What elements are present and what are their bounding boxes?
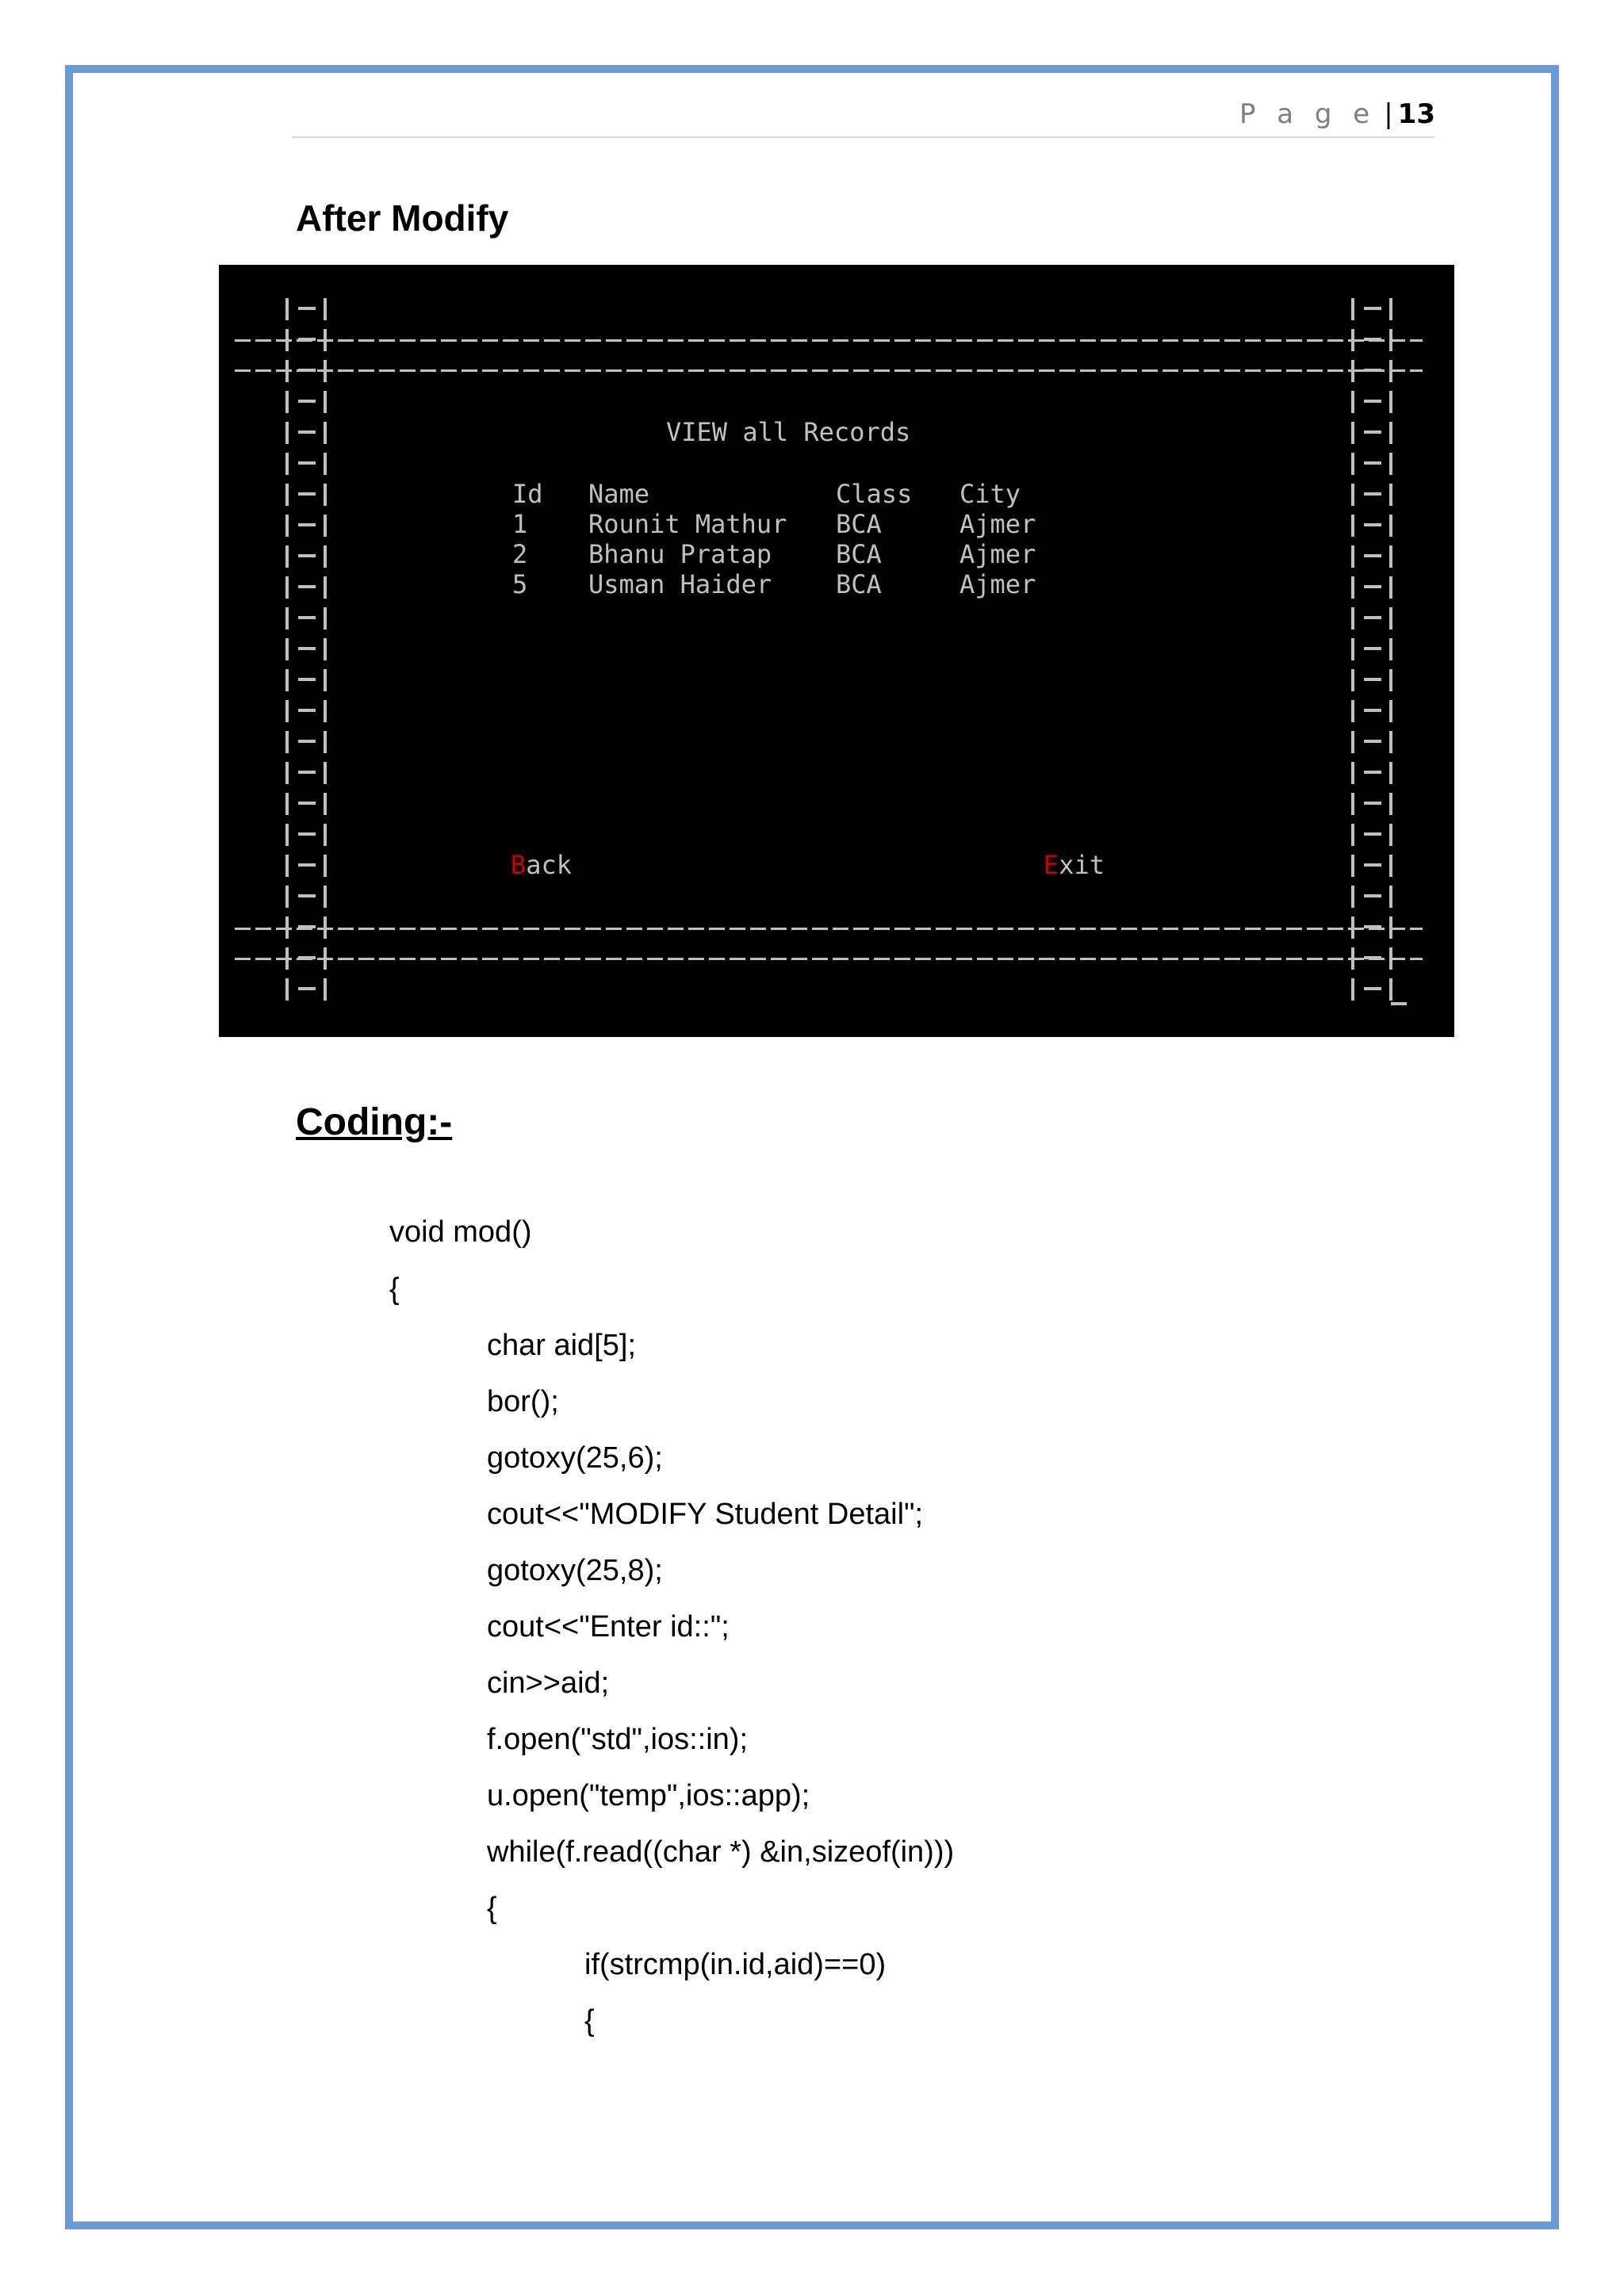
page-label: P a g e bbox=[1239, 98, 1377, 130]
code-line: char aid[5]; bbox=[487, 1329, 636, 1362]
table-cell: 2 bbox=[512, 539, 528, 569]
back-label: ack bbox=[526, 850, 573, 880]
table-cell: Rounit Mathur bbox=[588, 509, 787, 539]
coding-heading: Coding:- bbox=[296, 1101, 453, 1143]
code-line: if(strcmp(in.id,aid)==0) bbox=[584, 1948, 887, 1981]
table-cell: Ajmer bbox=[959, 509, 1036, 539]
after-modify-heading: After Modify bbox=[296, 197, 509, 239]
column-header-city: City bbox=[959, 479, 1021, 509]
code-line: f.open("std",ios::in); bbox=[487, 1723, 749, 1756]
code-line: gotoxy(25,6); bbox=[487, 1441, 663, 1475]
bottom-border-line-2 bbox=[235, 958, 1423, 960]
header-rule bbox=[292, 136, 1435, 138]
back-option[interactable] bbox=[511, 850, 572, 880]
code-line: u.open("temp",ios::app); bbox=[487, 1779, 810, 1812]
column-header-name: Name bbox=[588, 479, 650, 509]
exit-label: xit bbox=[1059, 850, 1105, 880]
bottom-border-line-1 bbox=[235, 928, 1423, 930]
code-line: cout<<"MODIFY Student Detail"; bbox=[487, 1498, 924, 1531]
table-cell: 1 bbox=[512, 509, 528, 539]
right-border-column bbox=[1351, 293, 1399, 1005]
code-line: gotoxy(25,8); bbox=[487, 1554, 663, 1587]
table-cell: Usman Haider bbox=[588, 569, 772, 599]
exit-option[interactable] bbox=[1044, 850, 1105, 880]
page-number-header bbox=[1239, 98, 1435, 130]
code-line: bor(); bbox=[487, 1385, 559, 1418]
console-title: VIEW all Records bbox=[666, 417, 911, 447]
table-cell: BCA bbox=[836, 539, 882, 569]
page-separator: | bbox=[1384, 98, 1393, 130]
console-screenshot bbox=[219, 265, 1454, 1037]
table-cell: 5 bbox=[512, 569, 528, 599]
table-cell: BCA bbox=[836, 569, 882, 599]
top-border-line-2 bbox=[235, 369, 1423, 372]
code-line: cout<<"Enter id::"; bbox=[487, 1610, 730, 1644]
text-cursor bbox=[1391, 1002, 1407, 1005]
code-line: { bbox=[584, 2004, 595, 2038]
top-border-line-1 bbox=[235, 339, 1423, 342]
column-header-class: Class bbox=[836, 479, 913, 509]
table-cell: Ajmer bbox=[959, 539, 1036, 569]
exit-hotkey: E bbox=[1044, 850, 1059, 880]
code-line: { bbox=[487, 1892, 497, 1925]
column-header-id: Id bbox=[512, 479, 543, 509]
back-hotkey: B bbox=[511, 850, 527, 880]
code-line: void mod() bbox=[389, 1215, 532, 1249]
page-number: 13 bbox=[1397, 98, 1435, 130]
code-line: cin>>aid; bbox=[487, 1667, 610, 1700]
code-line: while(f.read((char *) &in,sizeof(in))) bbox=[487, 1835, 955, 1869]
left-border-column bbox=[285, 293, 333, 1005]
table-cell: Bhanu Pratap bbox=[588, 539, 772, 569]
table-cell: BCA bbox=[836, 509, 882, 539]
table-cell: Ajmer bbox=[959, 569, 1036, 599]
code-line: { bbox=[389, 1272, 400, 1306]
